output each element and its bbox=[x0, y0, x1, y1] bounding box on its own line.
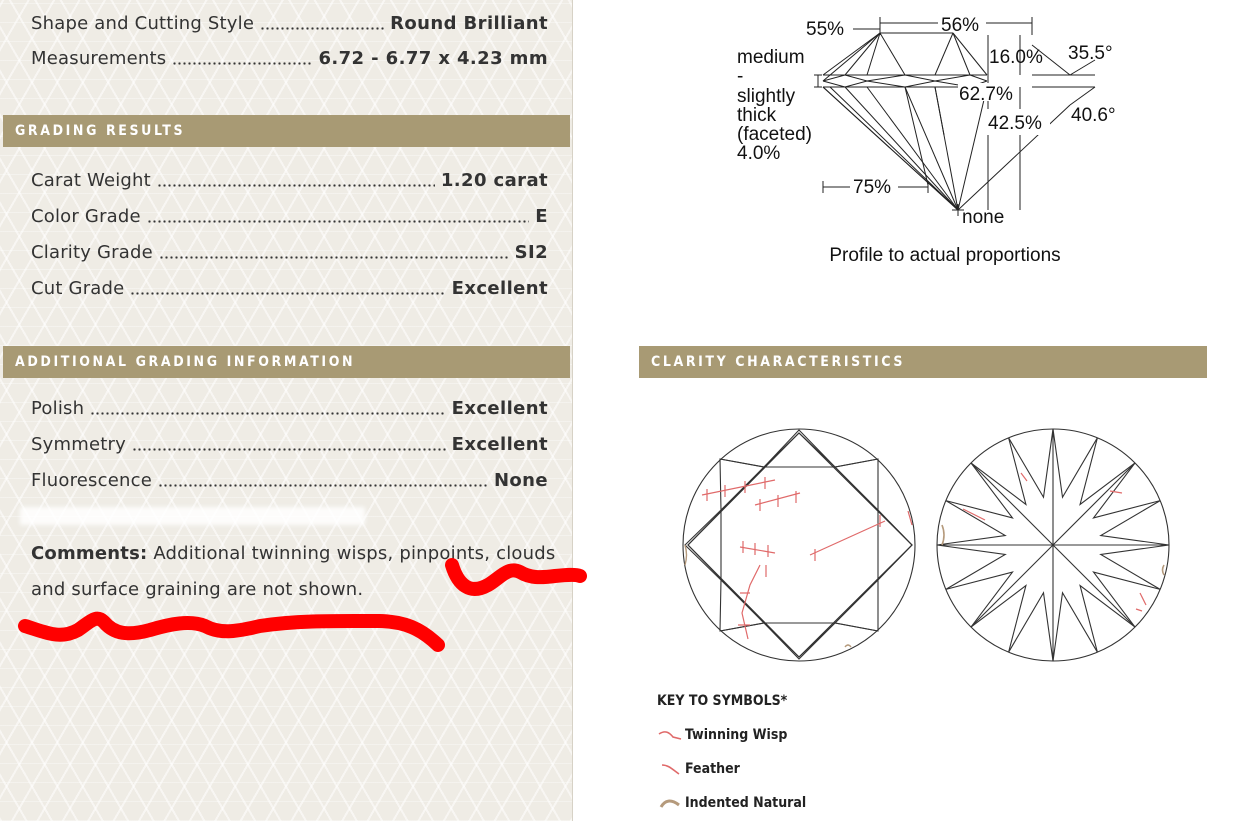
fluorescence-row bbox=[31, 465, 548, 495]
girdle-line-4: thick bbox=[737, 105, 777, 126]
grading-results-header bbox=[3, 115, 570, 147]
comments-text-2: and surface graining are not shown. bbox=[31, 579, 364, 600]
additional-info-header bbox=[3, 346, 570, 378]
lower-half-label: 75% bbox=[853, 177, 892, 198]
pavilion-angle-label: 40.6° bbox=[1071, 105, 1116, 126]
profile-caption: Profile to actual proportions bbox=[829, 245, 1061, 266]
feather-label: Feather bbox=[685, 761, 740, 777]
leader-dots bbox=[158, 465, 488, 495]
clarity-characteristics-title: CLARITY CHARACTERISTICS bbox=[651, 354, 906, 370]
comments-text-1: Additional twinning wisps, pinpoints, clouds bbox=[153, 543, 556, 564]
twinning-wisp-label: Twinning Wisp bbox=[685, 727, 788, 743]
leader-dots bbox=[157, 165, 435, 195]
grading-results-title: GRADING RESULTS bbox=[15, 123, 186, 139]
clarity-characteristics-header bbox=[639, 346, 1207, 378]
star-pct-label: 55% bbox=[806, 19, 845, 40]
symmetry-value: Excellent bbox=[451, 433, 548, 455]
cut-row bbox=[31, 273, 548, 303]
leader-dots bbox=[132, 429, 446, 459]
carat-label: Carat Weight bbox=[31, 169, 151, 191]
clarity-label: Clarity Grade bbox=[31, 241, 153, 263]
comments-label: Comments: bbox=[31, 543, 148, 564]
girdle-line-5: (faceted) bbox=[737, 124, 812, 145]
cut-label: Cut Grade bbox=[31, 277, 125, 299]
culet-label: none bbox=[962, 207, 1005, 228]
measurements-value: 6.72 - 6.77 x 4.23 mm bbox=[318, 47, 548, 69]
crown-view-diagram bbox=[683, 429, 915, 661]
girdle-line-3: slightly bbox=[737, 86, 796, 107]
shape-value: Round Brilliant bbox=[390, 12, 548, 34]
additional-info-title: ADDITIONAL GRADING INFORMATION bbox=[15, 354, 356, 370]
leader-dots bbox=[130, 273, 445, 303]
clarity-row bbox=[31, 237, 548, 267]
girdle-line-6: 4.0% bbox=[737, 143, 781, 164]
color-row bbox=[31, 201, 548, 231]
measurements-row bbox=[31, 43, 548, 73]
total-depth-label: 62.7% bbox=[959, 84, 1013, 105]
key-twinning-wisp bbox=[657, 727, 787, 743]
erased-line bbox=[20, 507, 365, 525]
fluorescence-value: None bbox=[493, 469, 548, 491]
shape-row bbox=[31, 8, 548, 38]
crown-height-label: 16.0% bbox=[989, 47, 1043, 68]
measurements-label: Measurements bbox=[31, 47, 167, 69]
comments-block bbox=[31, 536, 571, 608]
leader-dots bbox=[172, 43, 312, 73]
diamond-profile-diagram bbox=[730, 5, 1180, 235]
clarity-value: SI2 bbox=[514, 241, 548, 263]
pavilion-inclusions bbox=[963, 473, 1146, 611]
polish-row bbox=[31, 393, 548, 423]
leader-dots bbox=[260, 8, 384, 38]
clarity-plots bbox=[680, 425, 1180, 675]
key-indented-natural bbox=[657, 795, 806, 811]
twinning-wisp-icon bbox=[657, 728, 683, 742]
table-pct-label: 56% bbox=[941, 15, 980, 36]
shape-label: Shape and Cutting Style bbox=[31, 12, 255, 34]
carat-value: 1.20 carat bbox=[440, 169, 548, 191]
indented-natural-label: Indented Natural bbox=[685, 795, 807, 811]
indented-natural-icon bbox=[657, 796, 683, 810]
polish-label: Polish bbox=[31, 397, 85, 419]
leader-dots bbox=[90, 393, 445, 423]
report-left-panel bbox=[0, 0, 573, 821]
pavilion-view-diagram bbox=[937, 429, 1169, 661]
leader-dots bbox=[159, 237, 509, 267]
crown-inclusions bbox=[702, 477, 912, 639]
feather-icon bbox=[657, 762, 683, 776]
color-label: Color Grade bbox=[31, 205, 141, 227]
symmetry-label: Symmetry bbox=[31, 433, 126, 455]
girdle-line-1: medium bbox=[737, 47, 805, 68]
key-to-symbols-title: KEY TO SYMBOLS* bbox=[657, 693, 788, 709]
leader-dots bbox=[147, 201, 530, 231]
girdle-line-2: - bbox=[737, 66, 744, 87]
key-feather bbox=[657, 761, 740, 777]
carat-row bbox=[31, 165, 548, 195]
color-value: E bbox=[535, 205, 548, 227]
crown-angle-label: 35.5° bbox=[1068, 43, 1113, 64]
polish-value: Excellent bbox=[451, 397, 548, 419]
fluorescence-label: Fluorescence bbox=[31, 469, 152, 491]
pavilion-depth-label: 42.5% bbox=[988, 113, 1042, 134]
symmetry-row bbox=[31, 429, 548, 459]
cut-value: Excellent bbox=[451, 277, 548, 299]
